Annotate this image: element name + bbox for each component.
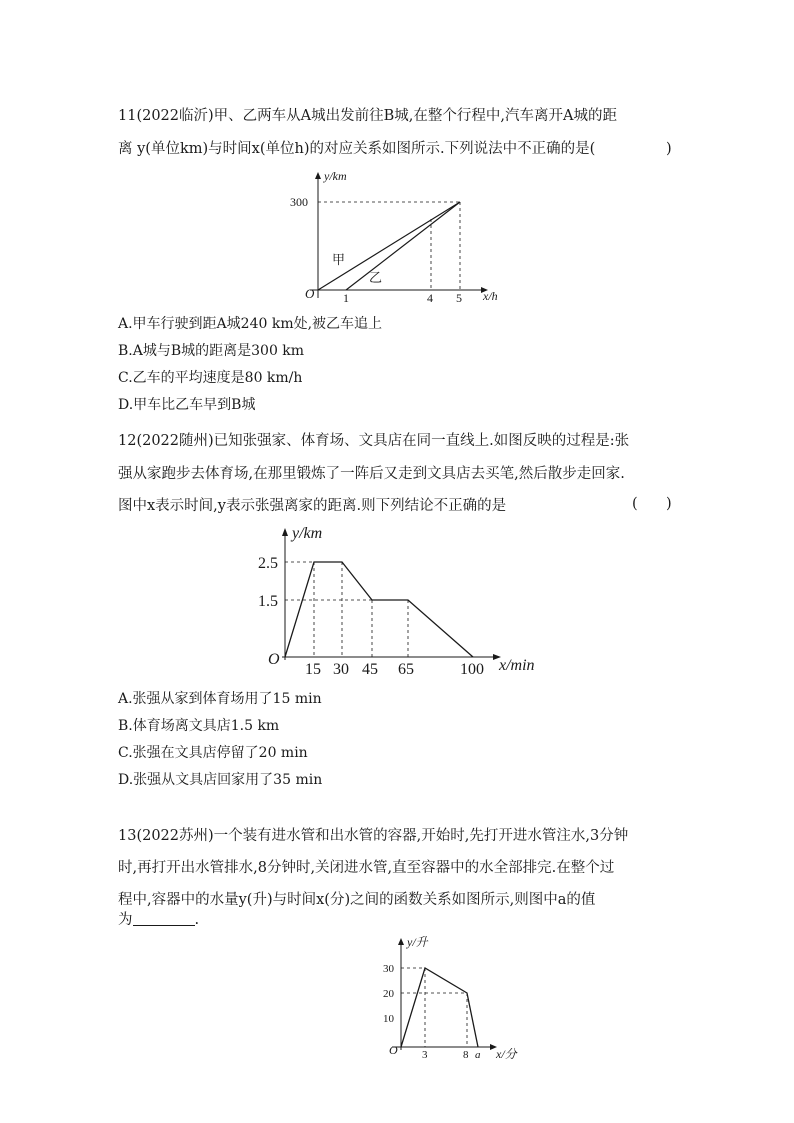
q12-ytick-25: 2.5 — [258, 555, 278, 572]
q12-xtick-65: 65 — [398, 661, 414, 678]
q11-line1: 11(2022临沂)甲、乙两车从A城出发前往B城,在整个行程中,汽车离开A城的距 — [118, 108, 617, 124]
q12-xtick-30: 30 — [333, 661, 349, 678]
q12-xtick-100: 100 — [460, 661, 484, 678]
q13-line2: 时,再打开出水管排水,8分钟时,关闭进水管,直至容器中的水全部排完.在整个过 — [118, 860, 615, 876]
q11-xtick-5: 5 — [456, 291, 462, 305]
q12-line2: 强从家跑步去体育场,在那里锻炼了一阵后又走到文具店去买笔,然后散步走回家. — [118, 466, 625, 482]
q13-answer-blank[interactable] — [133, 911, 195, 926]
q12-option-b: B.体育场离文具店1.5 km — [118, 718, 280, 734]
q13-line4 — [118, 907, 199, 934]
q13-ytick-30: 30 — [383, 963, 394, 975]
q12-option-d: D.张强从文具店回家用了35 min — [118, 772, 323, 788]
q13-line1: 13(2022苏州)一个装有进水管和出水管的容器,开始时,先打开进水管注水,3分钟 — [118, 828, 629, 844]
q11-xtick-1: 1 — [343, 291, 349, 305]
q13-xtick-3: 3 — [422, 1049, 428, 1061]
q11-option-c: C.乙车的平均速度是80 km/h — [118, 370, 303, 386]
q11-series-label-jia: 甲 — [332, 252, 346, 267]
q12-paren-close: ) — [666, 496, 672, 512]
q11-paren-close: ) — [666, 141, 672, 157]
q11-option-d: D.甲车比乙车早到B城 — [118, 397, 256, 413]
q11-y-arrow — [315, 172, 321, 179]
q11-xtick-4: 4 — [427, 291, 433, 305]
q11-option-a: A.甲车行驶到距A城240 km处,被乙车追上 — [118, 316, 383, 332]
q12-xtick-45: 45 — [362, 661, 378, 678]
q12-y-label: y/km — [292, 525, 323, 542]
q13-y-arrow — [398, 938, 404, 945]
q13-xtick-a: a — [475, 1049, 481, 1061]
q13-x-label: x/分 — [496, 1047, 517, 1061]
q11-option-b: B.A城与B城的距离是300 km — [118, 343, 305, 359]
q12-option-a: A.张强从家到体育场用了15 min — [118, 691, 322, 707]
q11-series-label-yi: 乙 — [369, 270, 383, 285]
q13-series-water — [401, 968, 478, 1047]
q13-y-label: y/升 — [407, 935, 428, 949]
q12-chart — [252, 520, 552, 682]
q13-xtick-8: 8 — [463, 1049, 469, 1061]
q12-x-label: x/min — [499, 657, 535, 674]
q12-origin: O — [268, 651, 280, 668]
q13-line4-start: 为 — [118, 912, 133, 928]
q11-x-label: x/h — [483, 289, 498, 303]
q11-series-jia — [318, 202, 460, 290]
q11-line2: 离 y(单位km)与时间x(单位h)的对应关系如图所示.下列说法中不正确的是( — [118, 141, 596, 157]
q12-paren-open: ( — [632, 496, 638, 512]
q11-chart — [280, 160, 520, 310]
q13-ytick-10: 10 — [383, 1013, 394, 1025]
q12-line1: 12(2022随州)已知张强家、体育场、文具店在同一直线上.如图反映的过程是:张 — [118, 433, 630, 449]
q13-chart — [370, 930, 530, 1065]
q11-y-label: y/km — [324, 169, 347, 183]
q13-line3: 程中,容器中的水量y(升)与时间x(分)之间的函数关系如图所示,则图中a的值 — [118, 892, 596, 908]
q12-line3: 图中x表示时间,y表示张强离家的距离.则下列结论不正确的是 — [118, 498, 507, 514]
q11-ytick-300: 300 — [290, 195, 308, 209]
q12-y-arrow — [282, 528, 288, 536]
q11-series-yi — [346, 202, 460, 290]
q13-ytick-20: 20 — [383, 988, 394, 1000]
q13-origin: O — [389, 1043, 398, 1057]
q11-origin: O — [305, 286, 315, 301]
q13-line4-end: . — [194, 912, 200, 928]
q12-series-distance — [285, 562, 473, 657]
q12-option-c: C.张强在文具店停留了20 min — [118, 745, 308, 761]
q12-xtick-15: 15 — [305, 661, 321, 678]
q12-ytick-15: 1.5 — [258, 593, 278, 610]
